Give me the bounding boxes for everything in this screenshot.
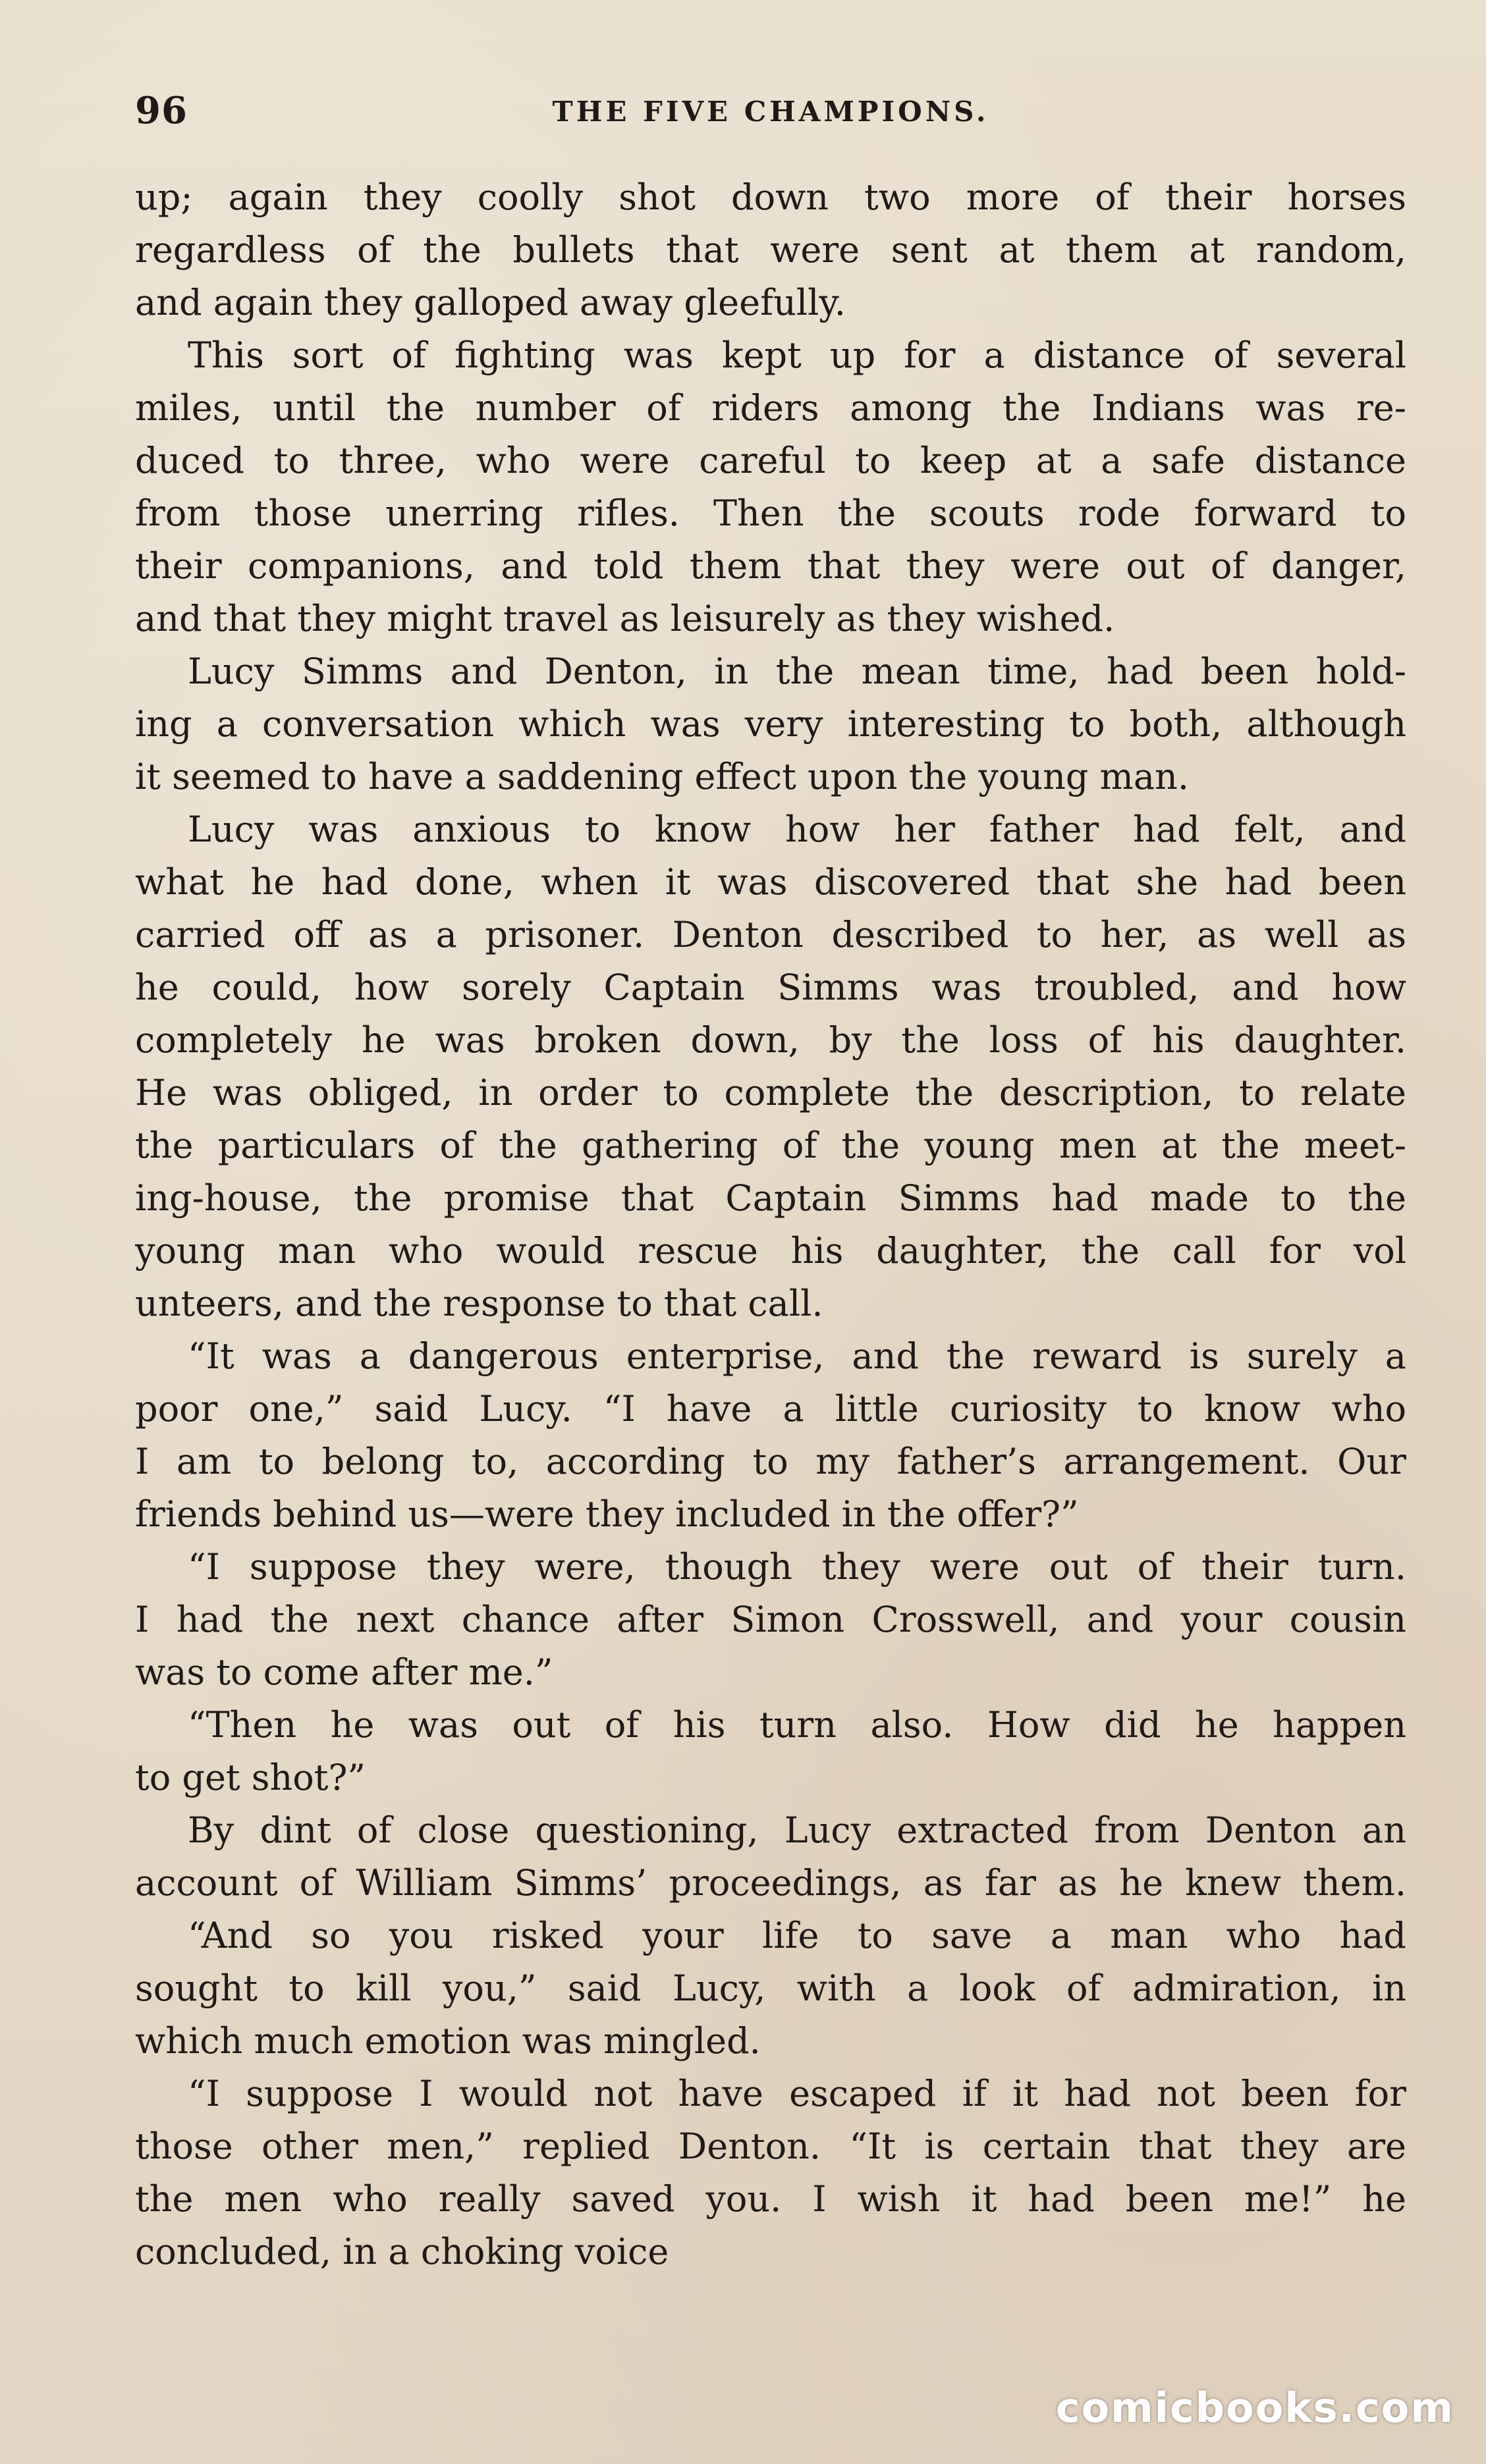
text-line: Lucy Simms and Denton, in the mean time, had been hold-	[188, 651, 1406, 692]
text-line: and again they galloped away gleefully.	[135, 282, 846, 323]
text-line: from those unerring rifles. Then the scouts rode forward to	[135, 493, 1406, 534]
text-line: those other men,” replied Denton. “It is certain that they are	[135, 2126, 1406, 2167]
text-line: it seemed to have a saddening effect upon the young man.	[135, 756, 1189, 797]
text-line: ing-house, the promise that Captain Simms had made to the	[135, 1177, 1406, 1219]
text-line: “I suppose I would not have escaped if it had not been for	[188, 2073, 1406, 2114]
text-line: concluded, in a choking voice	[135, 2231, 669, 2272]
text-line: to get shot?”	[135, 1757, 366, 1798]
text-line: up; again they coolly shot down two more of their horses	[135, 176, 1406, 218]
text-line: This sort of fighting was kept up for a distance of several	[188, 335, 1406, 376]
text-line: unteers, and the response to that call.	[135, 1283, 823, 1324]
text-line: duced to three, who were careful to keep at a safe distance	[135, 440, 1406, 481]
text-line: miles, until the number of riders among the Indians was re-	[135, 387, 1406, 429]
page-number: 96	[135, 89, 188, 132]
text-line: By dint of close questioning, Lucy extracted from Denton an	[188, 1809, 1406, 1851]
text-line: account of William Simms’ proceedings, as far as he knew them.	[135, 1862, 1406, 1904]
page-header	[135, 89, 1406, 135]
text-line: He was obliged, in order to complete the description, to relate	[135, 1072, 1406, 1113]
watermark: comicbooks.com	[1055, 2384, 1454, 2432]
text-line: “And so you risked your life to save a man who had	[188, 1915, 1406, 1956]
text-line: friends behind us—were they included in the offer?”	[135, 1493, 1079, 1535]
text-line: he could, how sorely Captain Simms was troubled, and how	[135, 967, 1406, 1008]
text-line: what he had done, when it was discovered that she had been	[135, 861, 1406, 903]
text-line: the men who really saved you. I wish it had been me!” he	[135, 2178, 1406, 2220]
text-line: sought to kill you,” said Lucy, with a look of admiration, in	[135, 1968, 1406, 2009]
text-line: their companions, and told them that they were out of danger,	[135, 545, 1406, 587]
text-line: I had the next chance after Simon Crosswell, and your cousin	[135, 1599, 1406, 1640]
text-line: I am to belong to, according to my father’s arrangement. Our	[135, 1441, 1406, 1482]
text-line: carried off as a prisoner. Denton described to her, as well as	[135, 914, 1406, 955]
running-title: THE FIVE CHAMPIONS.	[552, 95, 989, 128]
text-line: “It was a dangerous enterprise, and the reward is surely a	[188, 1335, 1406, 1377]
text-line: which much emotion was mingled.	[135, 2020, 761, 2062]
text-line: was to come after me.”	[135, 1651, 553, 1693]
text-line: ing a conversation which was very interesting to both, although	[135, 703, 1406, 745]
text-line: young man who would rescue his daughter, the call for vol	[135, 1230, 1406, 1272]
text-line: and that they might travel as leisurely as they wished.	[135, 598, 1115, 639]
text-line: Lucy was anxious to know how her father had felt, and	[188, 809, 1406, 850]
text-line: the particulars of the gathering of the young men at the meet-	[135, 1125, 1406, 1166]
text-line: poor one,” said Lucy. “I have a little curiosity to know who	[135, 1388, 1406, 1430]
text-line: “I suppose they were, though they were out of their turn.	[188, 1546, 1406, 1588]
body-text	[135, 171, 1406, 2278]
text-line: regardless of the bullets that were sent at them at random,	[135, 229, 1406, 271]
text-line: completely he was broken down, by the loss of his daughter.	[135, 1019, 1406, 1061]
text-line: “Then he was out of his turn also. How did he happen	[188, 1704, 1406, 1746]
